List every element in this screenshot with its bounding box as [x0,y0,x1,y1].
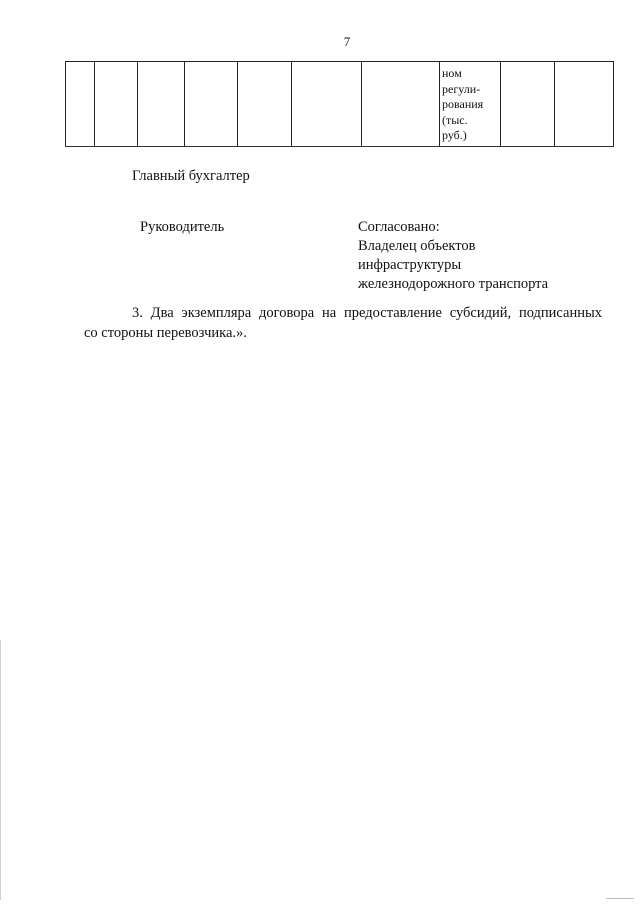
agreed-block [358,218,548,294]
continuation-table [65,61,614,147]
agreed-infrastructure-line: инфраструктуры [358,257,462,273]
page-number: 7 [343,34,351,49]
contract-copies-paragraph [84,303,602,343]
chief-accountant-label: Главный бухгалтер [132,168,250,184]
table-cell [138,62,185,147]
paragraph-line-1: 3. Два экземпляра договора на предоставление субсидий, подписанных [132,305,602,321]
table-cell [362,62,440,147]
agreed-title: Согласовано: [358,219,440,235]
regulation-cell-text: ном регули- рования (тыс. руб.) [442,66,484,142]
table-cell [292,62,362,147]
table-bottom-rule [65,146,613,147]
table-cell-regulation [440,62,501,147]
table-cell [555,62,614,147]
table-cell [185,62,238,147]
agreed-transport-line: железнодорожного транспорта [358,276,549,292]
paragraph-line-2: со стороны перевозчика.». [84,325,247,341]
table-cell [501,62,555,147]
head-label: Руководитель [140,219,225,235]
table-cell [95,62,138,147]
table-row [66,62,614,147]
scan-corner-mark [606,898,634,899]
agreed-owner-line: Владелец объектов [358,238,476,254]
table-cell [66,62,95,147]
scan-edge-mark [0,640,1,900]
table-cell [238,62,292,147]
